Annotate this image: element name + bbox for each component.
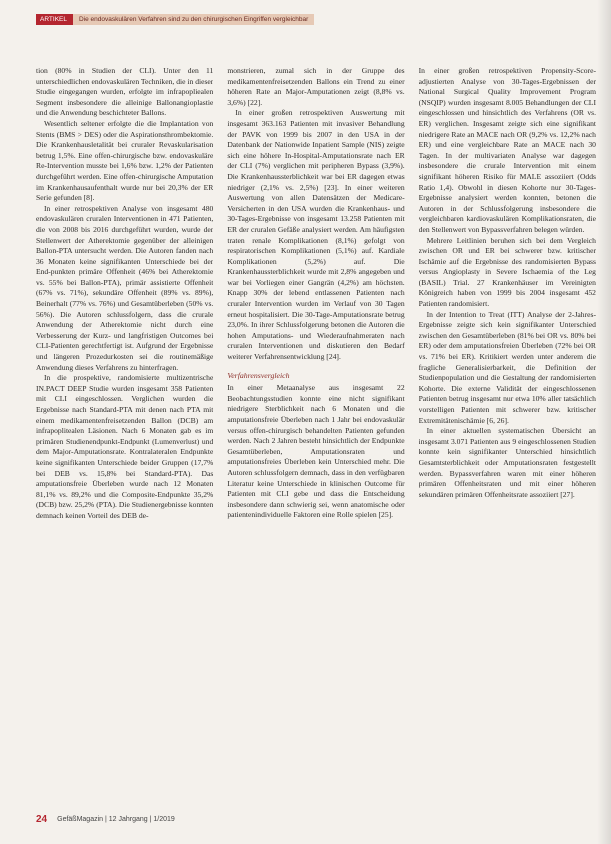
- paragraph: In einer retrospektiven Analyse von insgesamt 480 endovaskulären cruralen Interventionen in 471 Patienten, die von 2008 bis 2016 durchgeführt wurden, wurde der Stellenwert der Atherektomie gegenüber der alleinigen Ballon-PTA untersucht werden. Die Autoren fanden nach 36 Monaten keine signifikanten Unterschiede bei der End-punkten primäre Offenheit (46% bei Atherektomie vs. 55% bei Ballon-PTA), primär assistierte Offenheit (67% vs. 71%), sekundäre Offenheit (89% vs. 89%), Beinerhalt (77% vs. 76%) und Gesamtüberleben (50% vs. 56%). Die Autoren schlussfolgern, dass die crurale Anwendung der Atherektomie nicht durch eine Verbesserung der Kurz- und langfristigen Outcomes bei CLI-Patienten gerechtfertigt ist. Aufgrund der Ergebnisse und längeren Prozedurkosten sei die routinemäßige Anwendung dieses Verfahrens zu hinterfragen.: [36, 203, 214, 372]
- column-2: [227, 66, 404, 816]
- paragraph: In einer großen retrospektiven Auswertung mit insgesamt 363.163 Patienten mit invasiver Behandlung der PAVK von 1999 bis 2007 in den USA in der Datenbank der Nationwide Inpatient Sample (NIS) zeigte sich eine höhere In-Hospital-Amputationsrate nach ER der CLI (7%) verglichen mit peripheren Bypass (3,9%). Die Krankenhaussterblichkeit war bei ER dagegen etwas niedriger (2,1% vs. 2,5%) [23]. In einer weiteren Auswertung von allen Datensätzen der Medicare-Versicherten in den USA wurden die Krankenhaus- und 30-Tages-Ergebnisse von insgesamt 13.258 Patienten mit ER der cruralen Gefäße analysiert werden. Am häufigsten traten renale Komplikationen (8,1%) gefolgt von respiratorischen Komplikationen (5,1%) auf. Kardiale Komplikationen (5,2%) auf. Die Krankenhaussterblichkeit wurde mit 2,8% angegeben und war bei Vorliegen einer Gangrän (4,2%) am höchsten. Knapp 30% der lebend entlassenen Patienten nach cruraler Intervention wurden im Verlauf von 30 Tagen erneut hospitalisiert. Die 30-Tage-Amputationsrate betrug 23,0%. In ihrer Schlussfolgerung betonen die Autoren die hohen Amputations- und Wiederaufnahmeraten nach cruralen Interventionen und diskutieren den Bedarf weiterer Verfahrensentwicklung [24].: [227, 108, 405, 362]
- paragraph: In einer Metaanalyse aus insgesamt 22 Beobachtungsstudien konnte eine nicht signifikant niedrigere Sterblichkeit nach 6 Monaten und die amputationsfreie Überleben nach 1 Jahr bei endovaskulär versus offen-chirurgisch behandelten Patienten gefunden werden. Nach 2 Jahren besteht hinsichtlich der Endpunkte Gesamtüberleben, Amputationsraten und amputationsfreies Überleben kein Unterschied mehr. Die Autoren schlussfolgern demnach, dass in den verfügbaren Literatur keine Unterschiede in klinischen Outcome für Patienten mit CLI gebe und dass die Entscheidung insbesondere dann schwierig sei, wenn anatomische oder patientenindividuelle Faktoren eine Rolle spielen [25].: [227, 383, 405, 520]
- paragraph: Wesentlich seltener erfolgte die die Implantation von Stents (BMS > DES) oder die Aspirationsthrombektomie. Die Krankenhausletalität bei cruraler Revaskularisation betrug 1,5%. Eine offen-chirurgische bzw. endovaskuläre Re-Intervention musste bei 1,6% bzw. 1,2% der Patienten durchgeführt werden. Eine offen-chirurgische Amputation im Krankenhausaufenthalt wurde nur bei 20,3% der ER Serie gefunden [8].: [36, 118, 214, 203]
- paragraph: In die prospektive, randomisierte multizentrische IN.PACT DEEP Studie wurden insgesamt 358 Patienten mit CLI eingeschlossen. Verglichen wurden die Ergebnisse nach Standard-PTA mit denen nach PTA mit einem medikamentenfreisetzenden Ballon (DCB) am infrapoplitealen Läsionen. Nach 6 Monaten gab es im primären Studienendpunkt-Endpunkt (Lumenverlust) und dem Major-Amputationsrate. Kontralateralen Endpunkte keine signifikanten Unterschiede beider Gruppen (17,7% bei DEB vs. 15,8% bei Standard-PTA). Das amputationsfreie Überleben wurde nach 12 Monaten 81,1% vs. 89,2% und die Composite-Endpunkte 35,2% (DCB) bzw. 25,2% (PTA). Die Studienergebnisse konnten demnach keinen Vorteil des DEB de-: [36, 373, 214, 520]
- column-3: [419, 66, 596, 816]
- journal-citation: GefäßMagazin | 12 Jahrgang | 1/2019: [57, 815, 175, 823]
- column-1: [36, 66, 213, 816]
- page-footer: [36, 811, 596, 827]
- article-body: [36, 66, 596, 816]
- paragraph: In einer aktuellen systematischen Übersicht an insgesamt 3.071 Patienten aus 9 eingeschlossenen Studien konnte kein signifikanter Unterschied hinsichtlich Gesamtsterblichkeit oder Amputationsraten festgestellt werden. Bypassverfahren waren mit einer höheren primären Offenheitsraten und mit einer höheren sekundären primären Offenheitsrate assoziiert [27].: [418, 426, 596, 499]
- section-heading: Verfahrensvergleich: [227, 370, 290, 380]
- page-number: 24: [36, 813, 48, 825]
- paragraph: In der Intention to Treat (ITT) Analyse der 2-Jahres-Ergebnisse zeigte sich kein signifikanter Unterschied zwischen den Gesamtüberleben (81% bei OR vs. 80% bei ER) oder dem amputationsfreien Überleben (72% bei OR vs. 71% bei ER). Kritikiert werden unter anderem die fragliche Generalisierbarkeit, die Definition der Studienpopulation und die Gestaltung der randomisierten Kohorte. Die externe Validität der eingeschlossenen Patienten betrug insgesamt nur etwa 10% aller tatsächlich vorstelligen Patienten mit schwerer bzw. kritischer Extremitätenischämie [6, 26].: [418, 309, 596, 425]
- running-header: [36, 14, 596, 25]
- paragraph: Mehrere Leitlinien beruhen sich bei dem Vergleich zwischen OR und ER bei schwerer bzw. kritischer Ischämie auf die Ergebnisse des randomisierten Bypass versus Angioplasty in Severe Ischaemia of the Leg (BASIL) Trial. 27 Krankenhäuser im Vereinigten Königreich haben von 1999 bis 2004 insgesamt 452 Patienten randomisiert.: [418, 235, 596, 309]
- paragraph: monstrieren, zumal sich in der Gruppe des medikamentenfreisetzenden Ballons ein Trend zu einer höheren Rate an Major-Amputationen zeigt (8,8% vs. 3,6%) [22].: [227, 66, 405, 107]
- page-edge-shadow: [597, 0, 611, 844]
- paragraph: In einer großen retrospektiven Propensity-Score-adjustierten Analyse von 30-Tages-Ergebnissen der National Surgical Quality Improvement Program (NSQIP) wurden insgesamt 8.005 Behandlungen der CLI eingeschlossen und hinsichtlich des Verfahrens (OR vs. ER) verglichen. Insgesamt zeigte sich eine signifikant niedrigere Rate an MACE nach OR (9,2% vs. 12,2% nach ER) und eine vergleichbare Rate an MACE nach 30 Tagen. In der multivariaten Analyse war dagegen insbesondere die crurale Intervention mit einem signifikant höheren Risiko für MALE assoziiert (Odds Ratio 1,4). Obwohl in diesen Kohorte nur 30-Tages-Ergebnisse analysiert werden konnten, betonen die Autoren in der Schlussfolgerung insbesondere die vergleichbaren kardiovaskulären Komplikationsraten, die den Stellenwert von Bypassverfahren belegen würden.: [418, 66, 596, 234]
- section-tag: ARTIKEL: [36, 14, 73, 25]
- paragraph: tion (80% in Studien der CLI). Unter den 11 unterschiedlichen endovaskulären Techniken, die in dieser Studie eingegangen wurden, erfolgte im infrapopliealen Segment insbesondere die alleinige Ballonangioplastie und die Anwendung beschichteter Ballons.: [36, 66, 214, 118]
- running-title: Die endovaskulären Verfahren sind zu den chirurgischen Eingriffen vergleichbar: [73, 14, 314, 25]
